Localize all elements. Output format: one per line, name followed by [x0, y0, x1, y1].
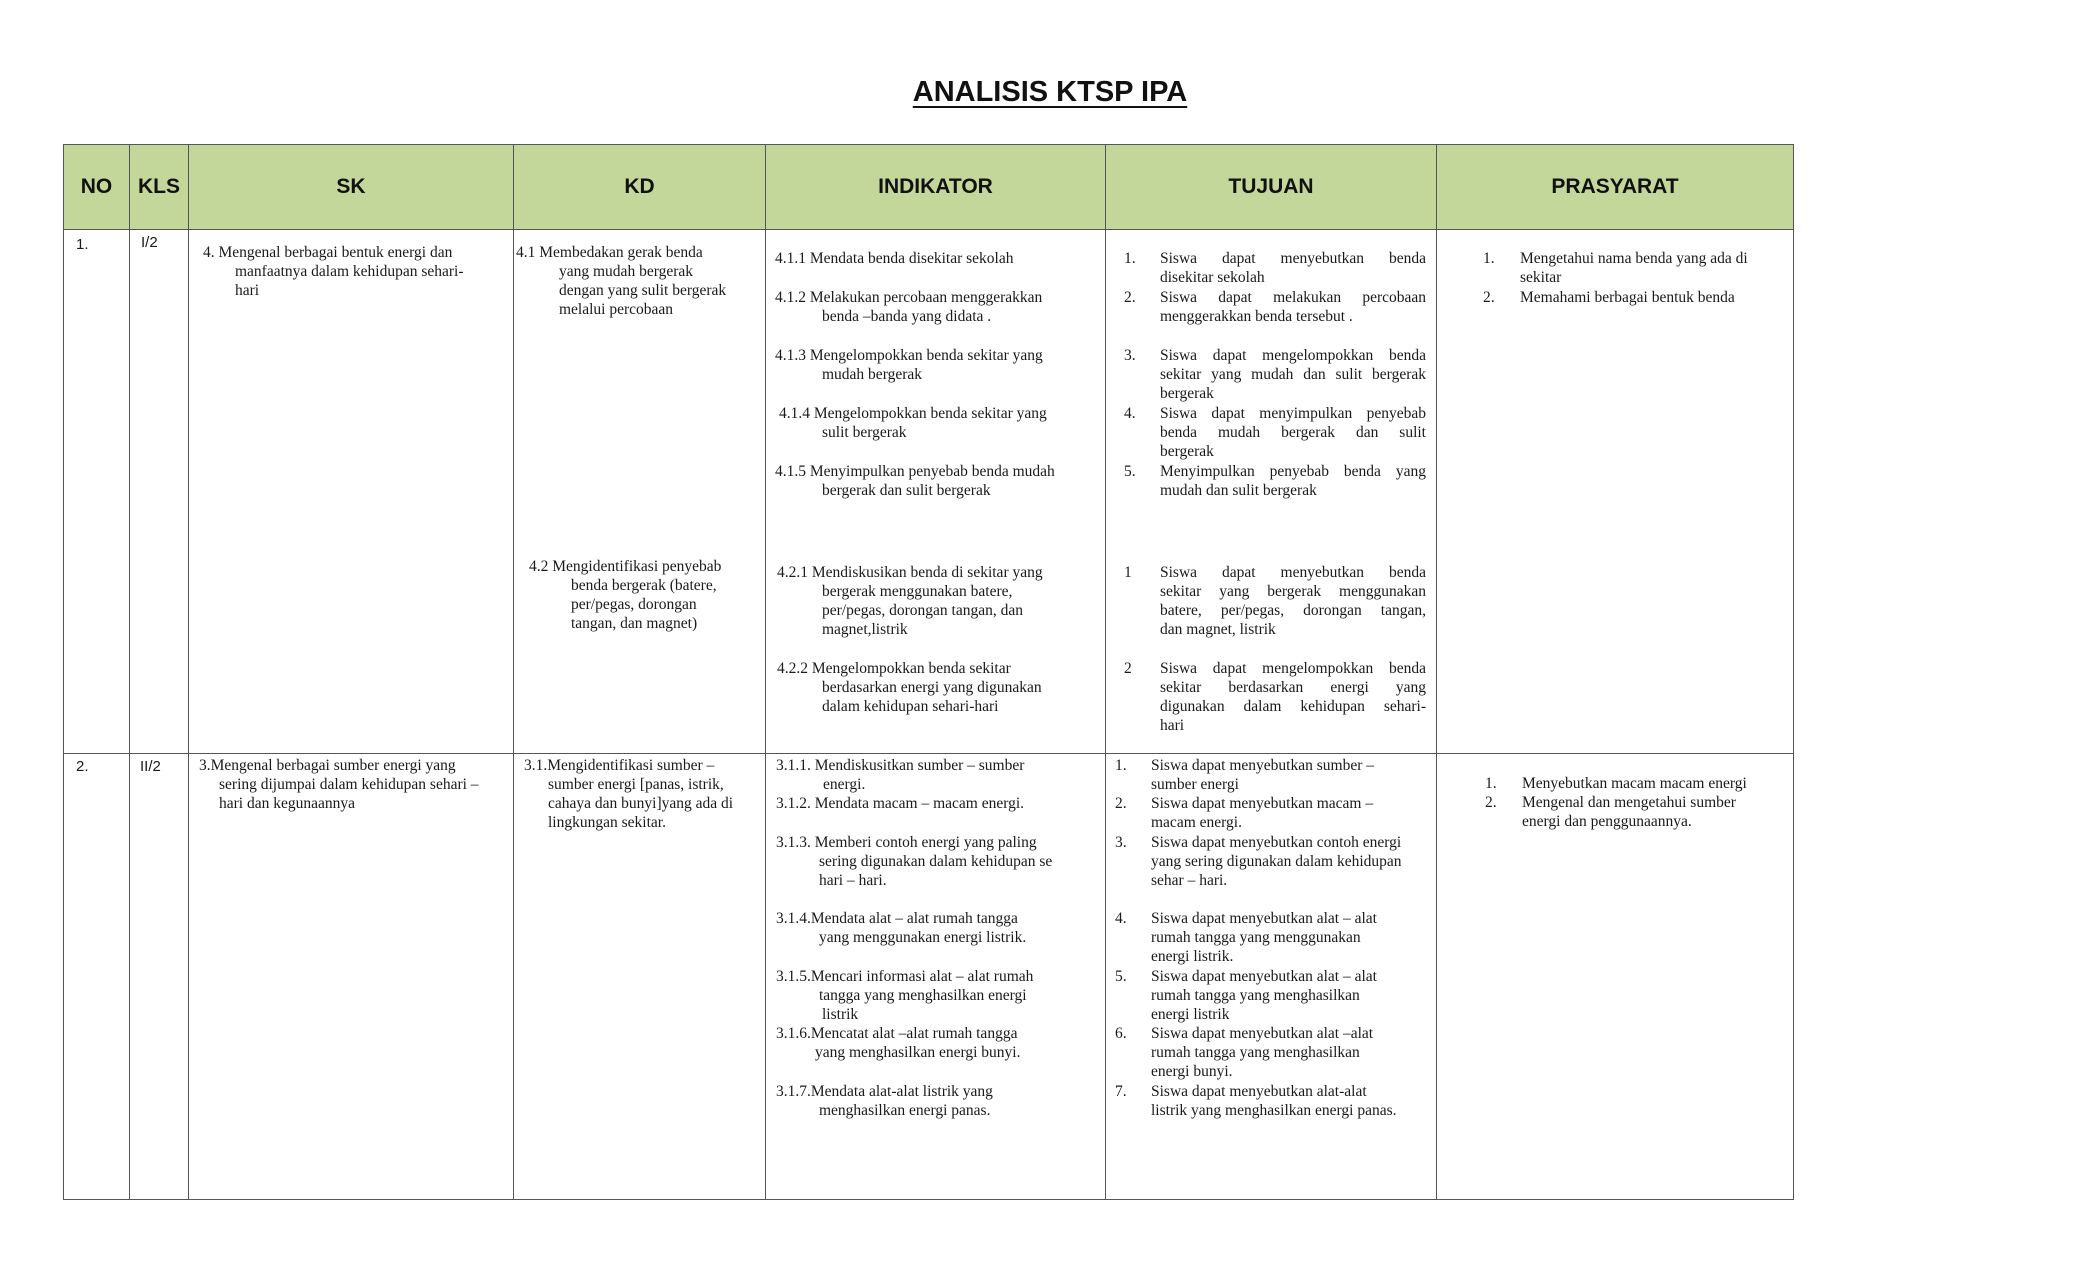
row2-tujuan-cell: 1. Siswa dapat menyebutkan sumber – sumber energi 2. Siswa dapat menyebutkan macam – macam energi. 3. Siswa dapat menyebutkan contoh energi yang sering digunakan dalam kehidupan sehar – hari. 4. Siswa dapat menyebutkan alat – alat rumah tangga yang menggunakan energi listrik. 5. Siswa dapat menyebutkan alat – alat rumah tangga yang menghasilkan energi listrik 6. Siswa dapat menyebutkan alat –alat rumah tangga yang menghasilkan energi bunyi. 7. Siswa dapat menyebutkan alat-alat listrik yang menghasilkan energi panas.	[1106, 754, 1437, 1200]
header-no: NO	[64, 145, 130, 230]
row2-no: 2.	[76, 758, 89, 775]
row1-kd-cell	[514, 230, 766, 754]
row1-kd-4-1: 4.1 Membedakan gerak benda yang mudah bergerak dengan yang sulit bergerak melalui percobaan	[516, 244, 727, 318]
row1-indikator-4-1-4: 4.1.4 Mengelompokkan benda sekitar yang sulit bergerak	[779, 405, 1047, 441]
row1-indikator-4-1-2: 4.1.2 Melakukan percobaan menggerakkan benda –banda yang didata .	[775, 289, 1043, 325]
row2-kls-cell	[130, 754, 189, 1200]
header-row	[64, 145, 1794, 230]
row2-sk-cell	[189, 754, 514, 1200]
row1-no: 1.	[76, 236, 89, 253]
header-tujuan: TUJUAN	[1106, 145, 1437, 230]
row2-prasyarat-cell: 1. Menyebutkan macam macam energi 2. Mengenal dan mengetahui sumber energi dan penggunaannya.	[1437, 754, 1794, 1200]
header-prasyarat: PRASYARAT	[1437, 145, 1794, 230]
row1-indikator-cell	[766, 230, 1106, 754]
row2-indikator-3-1-7: 3.1.7.Mendata alat-alat listrik yang menghasilkan energi panas.	[776, 1083, 993, 1119]
row2-kls: II/2	[140, 758, 161, 775]
row2-sk: 3.Mengenal berbagai sumber energi yang sering dijumpai dalam kehidupan sehari – hari dan kegunaannya	[199, 757, 479, 812]
row1-no-cell	[64, 230, 130, 754]
table-row	[64, 754, 1794, 1200]
row2-indikator-3-1-5: 3.1.5.Mencari informasi alat – alat rumah tangga yang menghasilkan energi listrik	[776, 968, 1034, 1023]
header-indikator: INDIKATOR	[766, 145, 1106, 230]
row1-tujuan-cell: 1. Siswa dapat menyebutkan benda disekitar sekolah 2. Siswa dapat melakukan percobaan menggerakkan benda tersebut . 3. Siswa dapat mengelompokkan benda sekitar yang mudah dan sulit bergerak bergerak 4. Siswa dapat menyimpulkan penyebab benda mudah bergerak dan sulit bergerak 5. Menyimpulkan penyebab benda yang mudah dan sulit bergerak 1 Siswa dapat menyebutkan benda sekitar yang bergerak menggunakan batere, per/pegas, dorongan tangan, dan magnet, listrik 2 Siswa dapat mengelompokkan benda sekitar berdasarkan energi yang digunakan dalam kehidupan sehari- hari	[1106, 230, 1437, 754]
table-row	[64, 230, 1794, 754]
row1-sk: 4. Mengenal berbagai bentuk energi dan manfaatnya dalam kehidupan sehari- hari	[203, 244, 464, 299]
row2-indikator-3-1-6: 3.1.6.Mencatat alat –alat rumah tangga yang menghasilkan energi bunyi.	[776, 1025, 1021, 1061]
header-kd: KD	[514, 145, 766, 230]
row1-indikator-4-2-2: 4.2.2 Mengelompokkan benda sekitar berdasarkan energi yang digunakan dalam kehidupan sehari-hari	[777, 660, 1042, 715]
row1-indikator-4-1-5: 4.1.5 Menyimpulkan penyebab benda mudah bergerak dan sulit bergerak	[775, 463, 1055, 499]
row2-indikator-3-1-1: 3.1.1. Mendiskusitkan sumber – sumber energi.	[776, 757, 1025, 793]
row2-kd-cell	[514, 754, 766, 1200]
row1-sk-cell	[189, 230, 514, 754]
header-kls: KLS	[130, 145, 189, 230]
row2-no-cell	[64, 754, 130, 1200]
document-title: ANALISIS KTSP IPA	[912, 76, 1188, 108]
row1-indikator-4-1-1: 4.1.1 Mendata benda disekitar sekolah	[775, 250, 1014, 267]
ktsp-analysis-table	[63, 144, 1794, 1200]
row1-prasyarat-cell: 1. Mengetahui nama benda yang ada di sekitar 2. Memahami berbagai bentuk benda	[1437, 230, 1794, 754]
row2-indikator-cell	[766, 754, 1106, 1200]
row2-indikator-3-1-3: 3.1.3. Memberi contoh energi yang paling sering digunakan dalam kehidupan se hari – hari.	[776, 834, 1053, 889]
row2-indikator-3-1-2: 3.1.2. Mendata macam – macam energi.	[776, 795, 1025, 812]
row2-indikator-3-1-4: 3.1.4.Mendata alat – alat rumah tangga yang menggunakan energi listrik.	[776, 910, 1027, 946]
row1-indikator-4-1-3: 4.1.3 Mengelompokkan benda sekitar yang mudah bergerak	[775, 347, 1043, 383]
row1-kd-4-2: 4.2 Mengidentifikasi penyebab benda bergerak (batere, per/pegas, dorongan tangan, dan magnet)	[529, 558, 722, 632]
row1-indikator-4-2-1: 4.2.1 Mendiskusikan benda di sekitar yang bergerak menggunakan batere, per/pegas, dorongan tangan, dan magnet,listrik	[777, 564, 1043, 638]
row2-kd-3-1: 3.1.Mengidentifikasi sumber – sumber energi [panas, istrik, cahaya dan bunyi]yang ada di lingkungan sekitar.	[524, 757, 734, 831]
header-sk: SK	[189, 145, 514, 230]
row1-kls-cell	[130, 230, 189, 754]
row1-kls: I/2	[141, 234, 158, 251]
